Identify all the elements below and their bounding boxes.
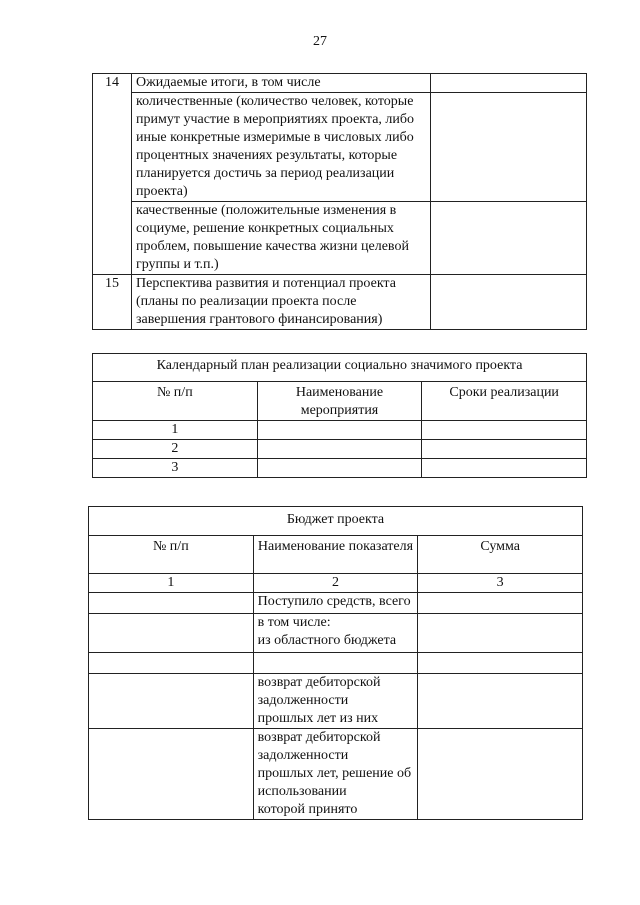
table-title-row <box>93 354 587 382</box>
event-name-cell[interactable] <box>257 459 422 478</box>
calendar-plan-table <box>92 353 587 478</box>
row-title: количественные (количество человек, которые примут участие в мероприятиях проекта, либо иные конкретные измеримые в числовых либо процентных значениях результаты, которые планируется достичь за период реализации проекта) <box>132 93 431 202</box>
indicator-name <box>253 674 418 729</box>
table-header-row <box>89 536 583 574</box>
row-number <box>93 202 132 275</box>
indicator-line: в том числе: <box>257 615 331 630</box>
dates-cell[interactable] <box>422 421 587 440</box>
table-row <box>89 674 583 729</box>
budget-table <box>88 506 583 820</box>
column-header-name: Наименование мероприятия <box>257 382 422 421</box>
table-header-row <box>93 382 587 421</box>
column-header-name: Наименование показателя <box>253 536 418 574</box>
value-cell[interactable] <box>431 93 587 202</box>
row-number <box>89 593 254 614</box>
indicator-name <box>253 614 418 653</box>
row-number: 2 <box>93 440 258 459</box>
column-header-sum: Сумма <box>418 536 583 574</box>
table-row <box>89 729 583 820</box>
row-number: 15 <box>93 275 132 330</box>
indicator-line: которой принято <box>257 802 358 817</box>
row-number <box>89 729 254 820</box>
row-title: Ожидаемые итоги, в том числе <box>132 74 431 93</box>
column-index: 1 <box>89 574 254 593</box>
column-index: 2 <box>253 574 418 593</box>
row-number <box>89 653 254 674</box>
row-number: 1 <box>93 421 258 440</box>
table-index-row <box>89 574 583 593</box>
column-index: 3 <box>418 574 583 593</box>
table-row <box>93 275 587 330</box>
table-row <box>93 459 587 478</box>
dates-cell[interactable] <box>422 459 587 478</box>
dates-cell[interactable] <box>422 440 587 459</box>
value-cell[interactable] <box>431 202 587 275</box>
table-row <box>93 93 587 202</box>
table-title-row <box>89 507 583 536</box>
event-name-cell[interactable] <box>257 440 422 459</box>
page-number: 27 <box>313 34 327 49</box>
event-name-cell[interactable] <box>257 421 422 440</box>
table-row <box>89 614 583 653</box>
sum-cell[interactable] <box>418 674 583 729</box>
indicator-name <box>253 729 418 820</box>
row-title: качественные (положительные изменения в социуме, решение конкретных социальных проблем, повышение качества жизни целевой группы и т.п.) <box>132 202 431 275</box>
sum-cell[interactable] <box>418 614 583 653</box>
table-title: Календарный план реализации социально значимого проекта <box>93 354 587 382</box>
value-cell[interactable] <box>431 74 587 93</box>
table-row <box>93 74 587 93</box>
row-number <box>89 614 254 653</box>
indicator-name: Поступило средств, всего <box>253 593 418 614</box>
project-results-table <box>92 73 587 330</box>
row-number: 3 <box>93 459 258 478</box>
column-header-dates: Сроки реализации <box>422 382 587 421</box>
indicator-name[interactable] <box>253 653 418 674</box>
row-number <box>93 93 132 202</box>
column-header-number: № п/п <box>93 382 258 421</box>
row-number: 14 <box>93 74 132 93</box>
sum-cell[interactable] <box>418 653 583 674</box>
row-number <box>89 674 254 729</box>
value-cell[interactable] <box>431 275 587 330</box>
table-title: Бюджет проекта <box>89 507 583 536</box>
row-title: Перспектива развития и потенциал проекта (планы по реализации проекта после завершения грантового финансирования) <box>132 275 431 330</box>
indicator-line: прошлых лет из них <box>257 711 379 726</box>
indicator-line: из областного бюджета <box>257 633 397 648</box>
table-row <box>93 421 587 440</box>
sum-cell[interactable] <box>418 593 583 614</box>
table-row <box>93 202 587 275</box>
indicator-line: возврат дебиторской задолженности <box>257 730 381 763</box>
table-row <box>89 593 583 614</box>
table-row <box>93 440 587 459</box>
indicator-line: возврат дебиторской задолженности <box>257 675 381 708</box>
column-header-number: № п/п <box>89 536 254 574</box>
table-row <box>89 653 583 674</box>
indicator-line: прошлых лет, решение об использовании <box>257 766 412 799</box>
sum-cell[interactable] <box>418 729 583 820</box>
